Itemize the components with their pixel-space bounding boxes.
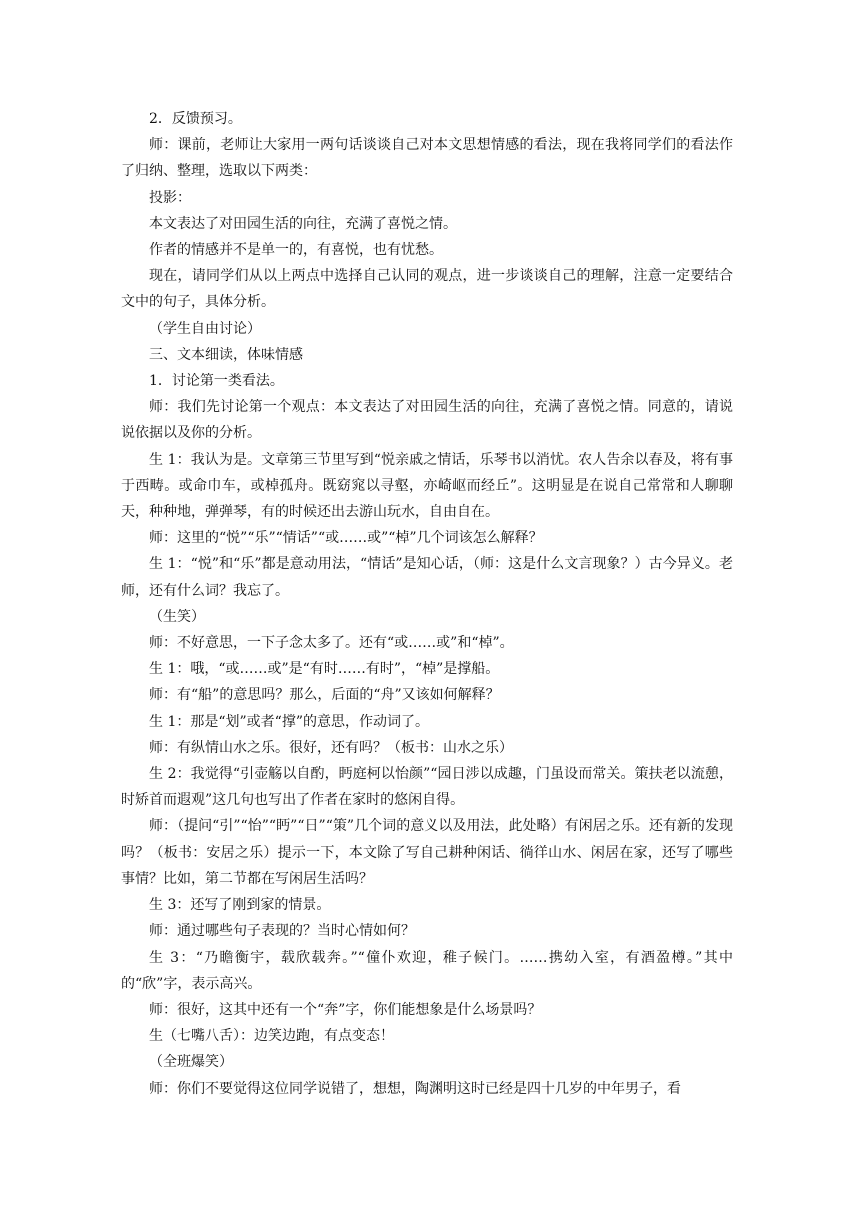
paragraph-22: 生 3：还写了刚到家的情景。	[149, 897, 331, 914]
paragraph-23: 师：通过哪些句子表现的？当时心情如何？	[149, 923, 415, 940]
paragraph-17: 师：有“船”的意思吗？那么，后面的“舟”又该如何解释？	[149, 687, 500, 704]
document-page	[121, 106, 733, 1102]
paragraph-11: 生 1：我认为是。文章第三节里写到“悦亲戚之情话，乐琴书以消忧。农人告余以春及，将有事于西畴。或命巾车，或棹孤舟。既窈窕以寻壑，亦崎岖而经丘”。这明显是在说自己常常和人聊聊天，种种地，弹弹琴，有的时候还出去游山玩水，自由自在。	[121, 451, 733, 521]
paragraph-27: （全班爆笑）	[149, 1054, 233, 1071]
paragraph-16: 生 1：哦，“或……或”是“有时……有时”，“棹”是撑船。	[149, 661, 500, 678]
paragraph-5: 作者的情感并不是单一的，有喜悦，也有忧愁。	[149, 242, 443, 259]
paragraph-14: （生笑）	[149, 608, 205, 625]
paragraph-19: 师：有纵情山水之乐。很好，还有吗？（板书：山水之乐）	[149, 739, 513, 756]
paragraph-3: 投影：	[149, 189, 191, 206]
paragraph-12: 师：这里的“悦”“乐”“情话”“或……或”“棹”几个词该怎么解释？	[149, 530, 543, 547]
paragraph-25: 师：很好，这其中还有一个“奔”字，你们能想象是什么场景吗？	[149, 1001, 542, 1018]
paragraph-7: （学生自由讨论）	[149, 320, 261, 337]
paragraph-6: 现在，请同学们从以上两点中选择自己认同的观点，进一步谈谈自己的理解，注意一定要结合文中的句子，具体分析。	[121, 268, 733, 311]
paragraph-18: 生 1：那是“划”或者“撑”的意思，作动词了。	[149, 713, 429, 730]
paragraph-4: 本文表达了对田园生活的向往，充满了喜悦之情。	[149, 215, 457, 232]
paragraph-21: 师：（提问“引”“怡”“眄”“日”“策”几个词的意义以及用法，此处略）有闲居之乐。还有新的发现吗？（板书：安居之乐）提示一下，本文除了写自己耕种闲话、徜徉山水、闲居在家，还写了哪些事情？比如，第二节都在写闲居生活吗？	[121, 818, 733, 887]
paragraph-2: 师：课前，老师让大家用一两句话谈谈自己对本文思想情感的看法，现在我将同学们的看法作了归纳、整理，选取以下两类：	[121, 137, 733, 180]
paragraph-15: 师：不好意思，一下子念太多了。还有“或……或”和“棹”。	[149, 635, 514, 652]
paragraph-24: 生 3：“乃瞻衡宇，载欣载奔。”“僮仆欢迎，稚子候门。……携幼入室，有酒盈樽。”其中的“欣”字，表示高兴。	[121, 949, 733, 992]
paragraph-10: 师：我们先讨论第一个观点：本文表达了对田园生活的向往，充满了喜悦之情。同意的，请说说依据以及你的分析。	[121, 399, 733, 442]
paragraph-20: 生 2：我觉得“引壶觞以自酌，眄庭柯以怡颜”“园日涉以成趣，门虽设而常关。策扶老以流憩，时矫首而遐观”这几句也写出了作者在家时的悠闲自得。	[121, 766, 733, 809]
paragraph-1: 2．反馈预习。	[149, 111, 242, 127]
paragraph-13: 生 1：“悦”和“乐”都是意动用法，“情话”是知心话，（师：这是什么文言现象？）古今异义。老师，还有什么词？我忘了。	[121, 556, 733, 599]
paragraph-9: 1．讨论第一类看法。	[149, 373, 284, 390]
paragraph-8: 三、文本细读，体味情感	[149, 346, 303, 363]
paragraph-26: 生（七嘴八舌）：边笑边跑，有点变态！	[149, 1028, 394, 1045]
paragraph-28: 师：你们不要觉得这位同学说错了，想想，陶渊明这时已经是四十几岁的中年男子，看	[149, 1080, 681, 1097]
